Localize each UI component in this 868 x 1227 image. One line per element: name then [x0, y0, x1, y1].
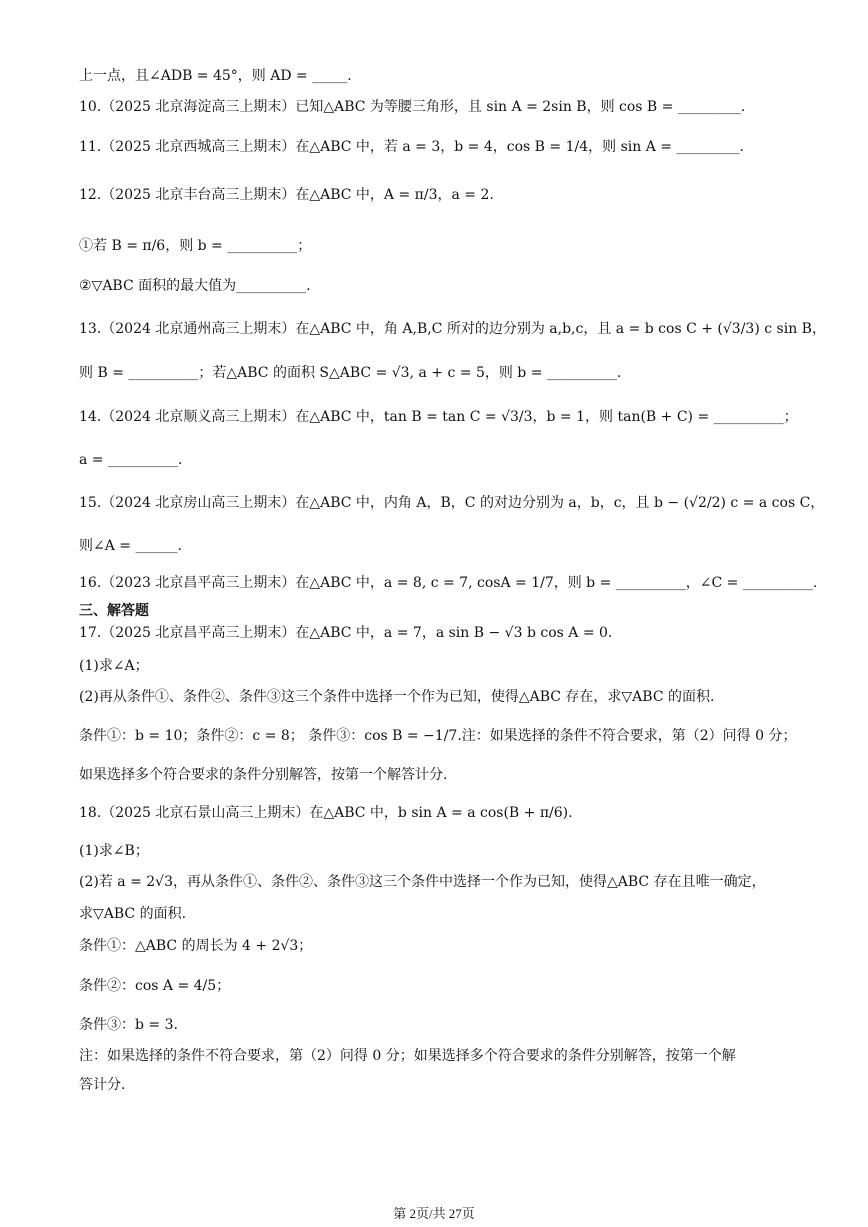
question-17: 17.（2025 北京昌平高三上期末）在△ABC 中，a = 7，a sin B − √3 b cos A = 0.: [79, 625, 613, 641]
question-12-part1: ①若 B = π/6，则 b = __________；: [79, 238, 312, 254]
section-heading: 三、解答题: [79, 603, 149, 619]
question-18-part2-cont: 求▽ABC 的面积.: [79, 906, 187, 922]
question-18: 18.（2025 北京石景山高三上期末）在△ABC 中，b sin A = a cos(B + π/6).: [79, 805, 573, 821]
question-18-part1: (1)求∠B；: [79, 843, 149, 859]
question-14: 14.（2024 北京顺义高三上期末）在△ABC 中，tan B = tan C = √3/3，b = 1，则 tan(B + C) = __________；: [79, 409, 798, 425]
question-13: 13.（2024 北京通州高三上期末）在△ABC 中，角 A,B,C 所对的边分别为 a,b,c，且 a = b cos C + (√3/3) c sin B，: [79, 321, 826, 337]
question-12-part2: ②▽ABC 面积的最大值为__________.: [79, 278, 311, 294]
question-15: 15.（2024 北京房山高三上期末）在△ABC 中，内角 A，B，C 的对边分别为 a，b，c，且 b − (√2/2) c = a cos C，: [79, 495, 825, 511]
question-14-cont: a = __________.: [79, 452, 183, 468]
text-line: 上一点，且∠ADB = 45°，则 AD = _____.: [79, 68, 352, 84]
question-11: 11.（2025 北京西城高三上期末）在△ABC 中，若 a = 3，b = 4，cos B = 1/4，则 sin A = _________.: [79, 139, 744, 155]
question-17-part1: (1)求∠A；: [79, 658, 149, 674]
page-number: 第 2页/共 27页: [393, 1206, 475, 1221]
question-13-cont: 则 B = __________；若△ABC 的面积 S△ABC = √3, a + c = 5，则 b = __________.: [79, 365, 622, 381]
question-18-condition2: 条件②：cos A = 4/5；: [79, 978, 231, 994]
question-15-cont: 则∠A = ______.: [79, 538, 182, 554]
question-18-condition3: 条件③：b = 3.: [79, 1017, 178, 1033]
question-18-note-cont: 答计分.: [79, 1077, 126, 1093]
question-17-conditions: 条件①：b = 10；条件②：c = 8； 条件③：cos B = −1/7.注：如果选择的条件不符合要求，第（2）问得 0 分；: [79, 728, 797, 744]
question-17-part2: (2)再从条件①、条件②、条件③这三个条件中选择一个作为已知，使得△ABC 存在，求▽ABC 的面积.: [79, 689, 715, 705]
question-18-part2: (2)若 a = 2√3，再从条件①、条件②、条件③这三个条件中选择一个作为已知，使得△ABC 存在且唯一确定，: [79, 874, 766, 890]
question-18-condition1: 条件①：△ABC 的周长为 4 + 2√3；: [79, 938, 313, 954]
question-17-note: 如果选择多个符合要求的条件分别解答，按第一个解答计分.: [79, 767, 448, 783]
question-12: 12.（2025 北京丰台高三上期末）在△ABC 中，A = π/3，a = 2.: [79, 187, 494, 203]
question-16: 16.（2023 北京昌平高三上期末）在△ABC 中，a = 8, c = 7, cosA = 1/7，则 b = __________，∠C = __________.: [79, 575, 818, 591]
question-10: 10.（2025 北京海淀高三上期末）已知△ABC 为等腰三角形，且 sin A = 2sin B，则 cos B = _________.: [79, 99, 746, 115]
question-18-note: 注：如果选择的条件不符合要求，第（2）问得 0 分；如果选择多个符合要求的条件分别解答，按第一个解: [79, 1048, 736, 1064]
